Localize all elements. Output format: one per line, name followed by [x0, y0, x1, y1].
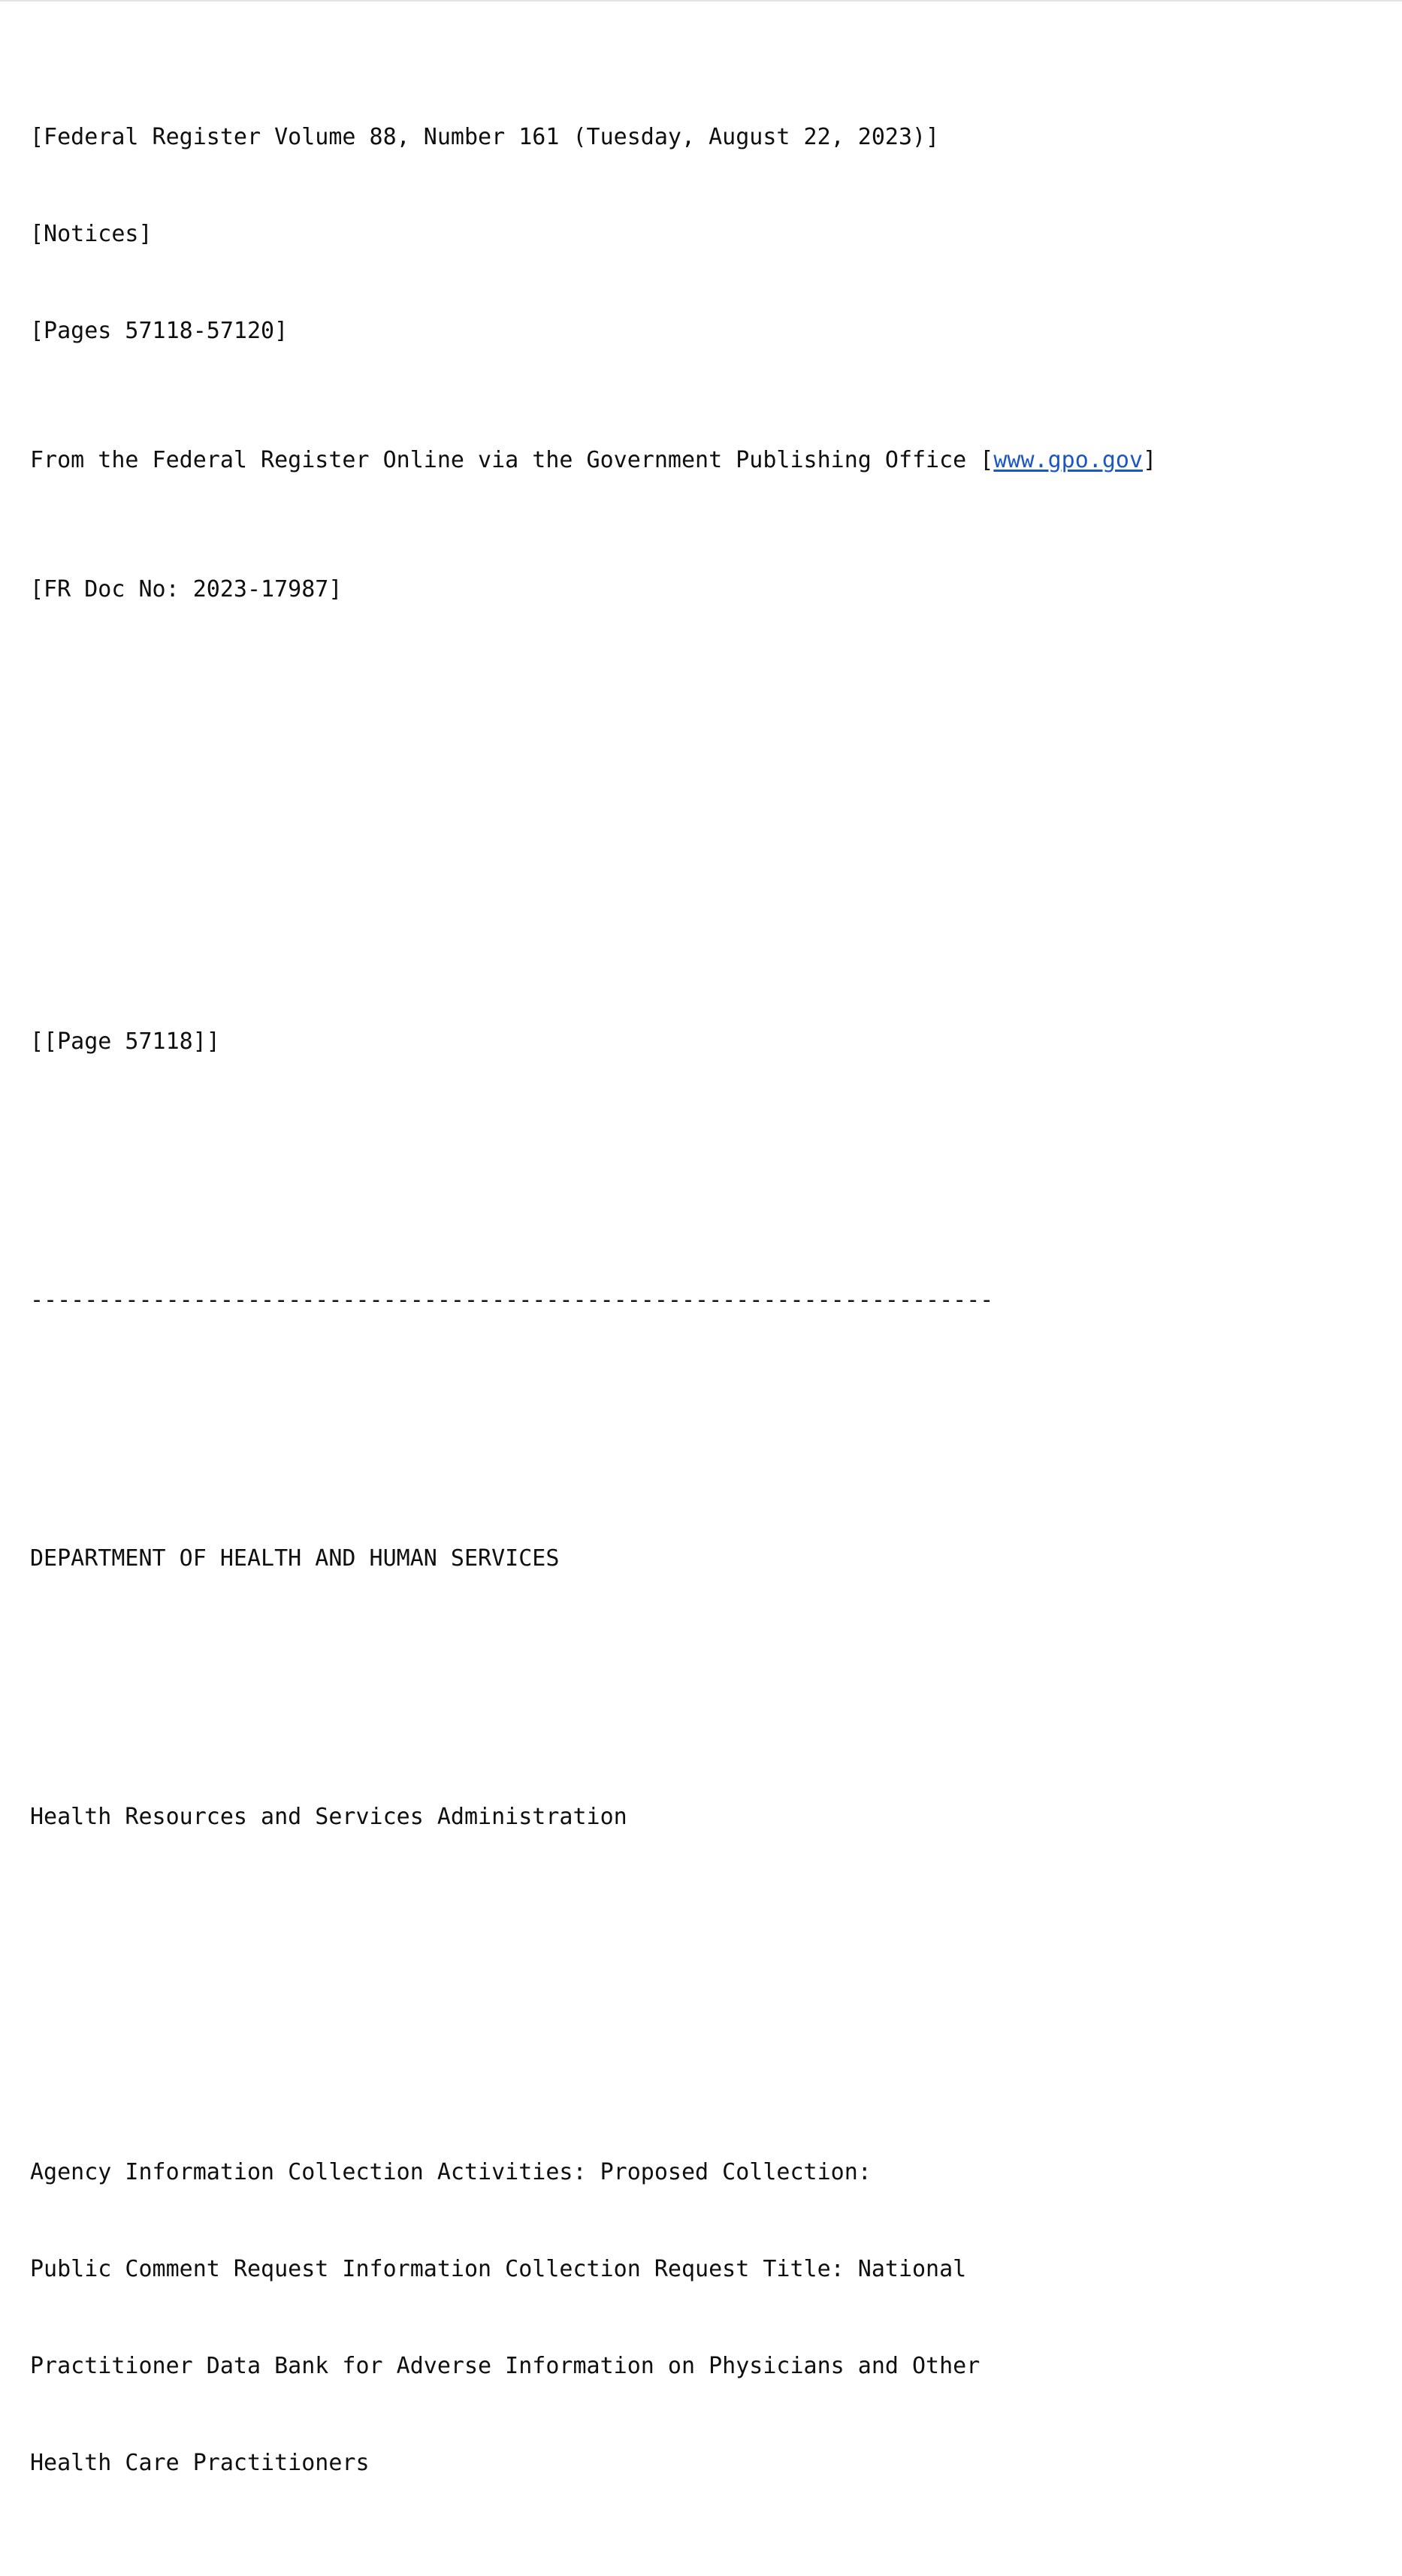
header-line-section: [Notices]	[30, 221, 153, 247]
spacer-3	[30, 896, 1402, 929]
fr-doc-number-line: [FR Doc No: 2023-17987]	[30, 576, 343, 602]
spacer-6	[30, 1672, 1402, 1704]
spacer-7	[30, 1930, 1402, 1962]
spacer-1	[30, 702, 1402, 735]
notice-title-line-2: Public Comment Request Information Collection Request Title: National	[30, 2256, 967, 2282]
source-line	[30, 444, 1402, 476]
header-line-pages: [Pages 57118-57120]	[30, 318, 289, 344]
spacer-8	[30, 2027, 1402, 2059]
federal-register-document-text	[30, 24, 1402, 2576]
notice-title-line-4: Health Care Practitioners	[30, 2450, 370, 2476]
spacer-4	[30, 1155, 1402, 1187]
source-line-prefix: From the Federal Register Online via the Government Publishing Office [	[30, 447, 994, 473]
notice-title-line-3: Practitioner Data Bank for Adverse Information on Physicians and Other	[30, 2353, 980, 2379]
agency-heading: Health Resources and Services Administration	[30, 1804, 627, 1830]
source-line-suffix: ]	[1143, 447, 1157, 473]
department-heading: DEPARTMENT OF HEALTH AND HUMAN SERVICES	[30, 1545, 560, 1572]
spacer-2	[30, 799, 1402, 832]
gpo-gov-link[interactable]: www.gpo.gov	[993, 447, 1144, 473]
header-line-volume: [Federal Register Volume 88, Number 161 (Tuesday, August 22, 2023)]	[30, 124, 940, 150]
top-divider	[0, 0, 1402, 2]
horizontal-rule-text: -----------------------------------------------------------------------	[30, 1287, 994, 1313]
spacer-5	[30, 1413, 1402, 1445]
notice-title-line-1: Agency Information Collection Activities: Proposed Collection:	[30, 2159, 872, 2185]
page-marker: [[Page 57118]]	[30, 1028, 220, 1055]
